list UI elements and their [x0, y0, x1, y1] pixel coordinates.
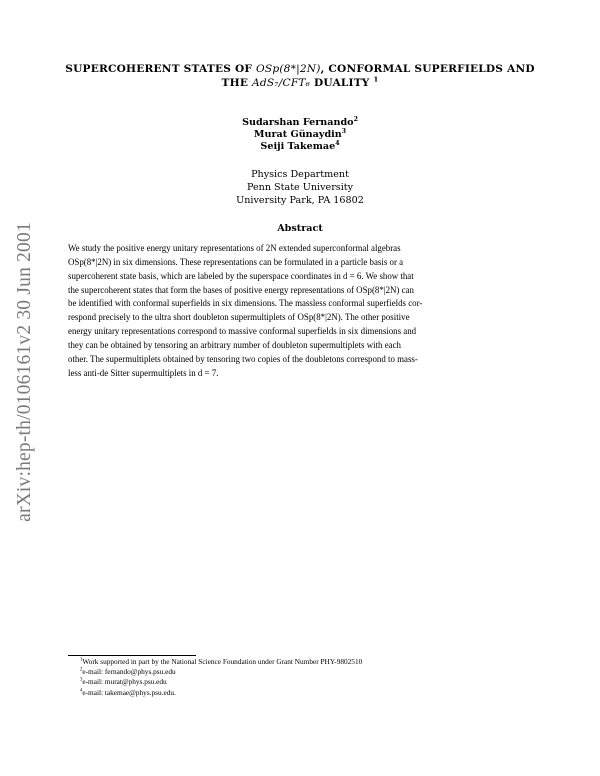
footnotes: [80, 657, 540, 698]
title-math-ads: AdS₇/CFT₆: [252, 77, 311, 89]
abstract-line: less anti-de Sitter supermultiplets in d = 7.: [68, 367, 219, 378]
abstract-line: energy unitary representations correspond to massive conformal superfields in six dimensions and: [68, 326, 417, 337]
author-list: [0, 117, 600, 153]
title-math-osp: OSp: [256, 63, 280, 75]
affiliation-line: Penn State University: [246, 182, 354, 193]
abstract-line: be identified with conformal superfields in six dimensions. The massless conformal superfields cor-: [68, 298, 423, 309]
title-footnote-mark: 1: [373, 75, 379, 84]
abstract-line: We study the positive energy unitary representations of 2N extended superconformal algebras: [68, 243, 401, 253]
abstract-line: other. The supermultiplets obtained by tensoring two copies of the doubletons correspond to mass-: [68, 353, 418, 364]
author: Seiji Takemae$^4$: [260, 139, 340, 152]
abstract-heading: Abstract: [277, 223, 323, 234]
affiliation-line: University Park, PA 16802: [236, 195, 364, 206]
abstract-line: OSp(8*|2N) in six dimensions. These representations can be formulated in a particle basis or a: [68, 256, 404, 267]
paper-title: SUPERCOHERENT STATES OF OSp(8*|2N), CONFORMAL SUPERFIELDS AND THE AdS₇/CFT₆ DUALITY $^1$: [65, 63, 535, 89]
footnote-rule: [68, 655, 196, 656]
abstract-line: they can be obtained by tensoring an arbitrary number of doubleton supermultiplets with each: [68, 339, 401, 350]
arxiv-identifier-text: arXiv:hep-th/0106161v2 30 Jun 2001: [14, 222, 35, 522]
abstract-line: respond precisely to the ultra short doubleton supermultiplets of OSp(8*|2N). The other positive: [68, 312, 410, 323]
footnote: $^4$e-mail: takemae@phys.psu.edu.: [80, 687, 176, 697]
footnote: $^1$Work supported in part by the National Science Foundation under Grant Number PHY-9802510: [80, 657, 363, 666]
abstract-line: the supercoherent states that form the bases of positive energy representations of OSp(8*|2N) can: [68, 284, 414, 295]
affiliation: [0, 168, 600, 207]
affiliation-line: Physics Department: [251, 169, 349, 180]
footnote: $^2$e-mail: fernando@phys.psu.edu: [80, 667, 176, 677]
author: Sudarshan Fernando$^2$: [242, 115, 358, 128]
author: Murat Günaydin$^3$: [253, 127, 347, 140]
abstract-body: [68, 242, 532, 380]
arxiv-identifier: [6, 204, 44, 540]
footnote: $^3$e-mail: murat@phys.psu.edu: [80, 677, 167, 687]
abstract-line: supercoherent state basis, which are labeled by the superspace coordinates in d = 6. We show that: [68, 270, 414, 281]
